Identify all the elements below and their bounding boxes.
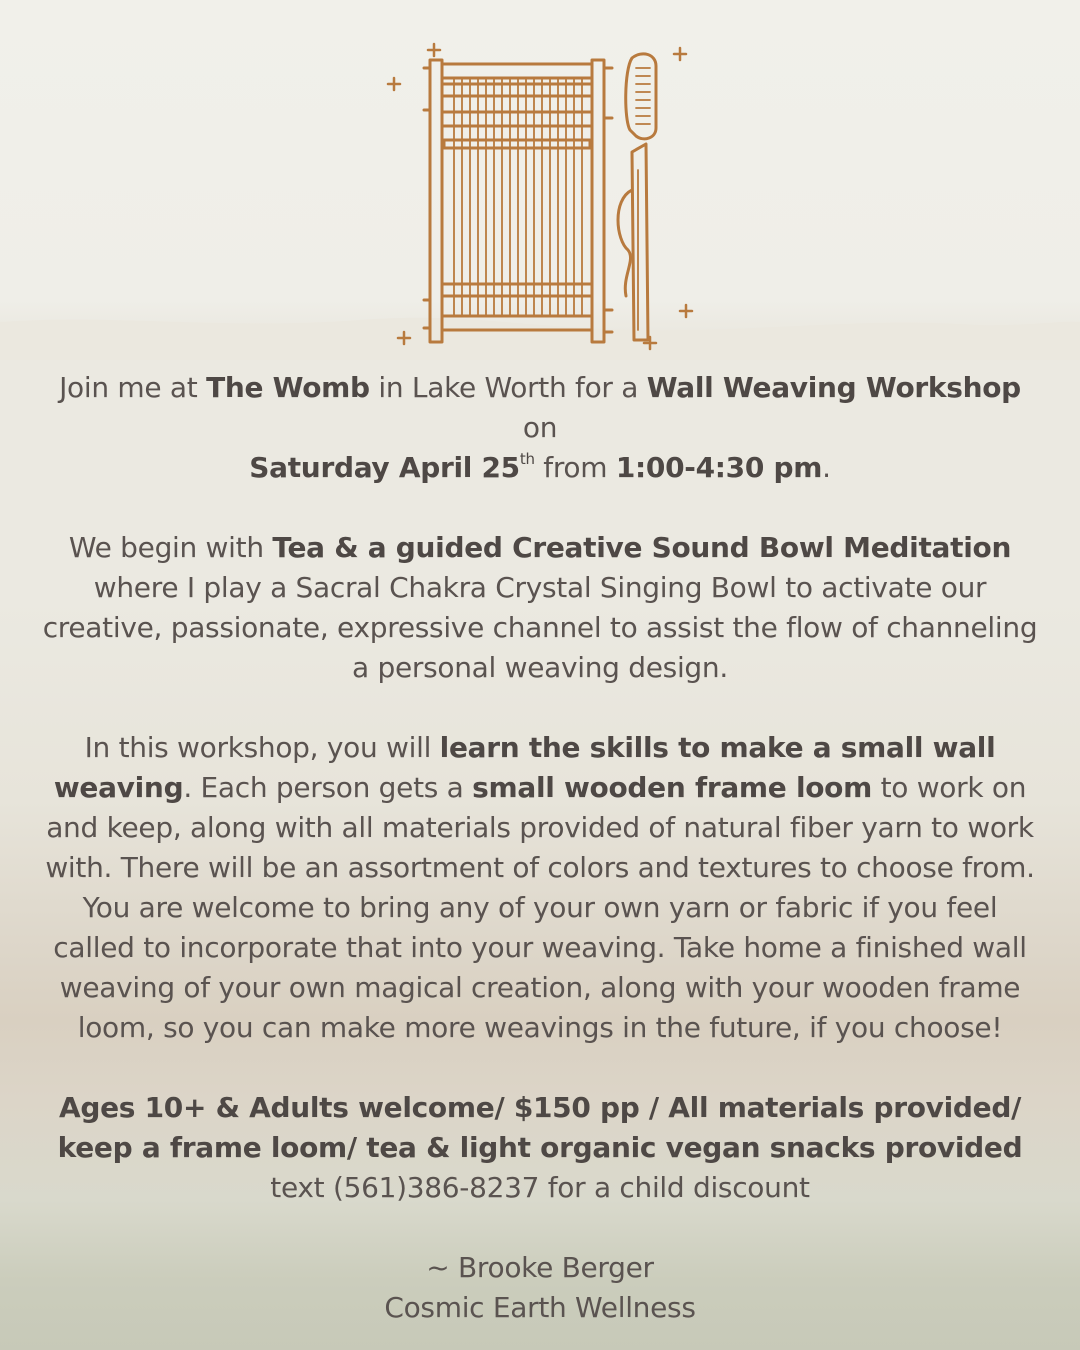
workshop-text: In this workshop, you will <box>84 731 440 764</box>
intro-text: on <box>522 411 558 444</box>
intro-text: from <box>534 451 616 484</box>
signature <box>40 1248 1040 1328</box>
venue-name: The Womb <box>206 371 370 404</box>
details-paragraph <box>40 1088 1040 1208</box>
meditation-paragraph <box>40 528 1040 688</box>
meditation-text: We begin with <box>68 531 273 564</box>
intro-text: . <box>822 451 831 484</box>
signature-name: ~ Brooke Berger <box>426 1251 654 1284</box>
frame-loom-icon <box>380 40 700 355</box>
workshop-highlight: small wooden frame loom <box>472 771 872 804</box>
workshop-text: . Each person gets a <box>183 771 473 804</box>
event-name: Wall Weaving Workshop <box>646 371 1021 404</box>
event-date-text: Saturday April 25 <box>249 451 520 484</box>
meditation-text: where I play a Sacral Chakra Crystal Singing Bowl to activate our creative, passionate, expressive channel to assist the flow of channeling a personal weaving design. <box>42 571 1038 684</box>
event-date <box>249 451 534 484</box>
workshop-highlight: learn the skills to make a small wall weaving <box>53 731 996 804</box>
event-description <box>40 368 1040 1328</box>
workshop-text: to work on and keep, along with all materials provided of natural fiber yarn to work with. There will be an assortment of colors and textures to choose from. You are welcome to bring any of your own yarn or fabric if you feel called to incorporate that into your weaving. Take home a finished wall weaving of your own magical creation, along with your wooden frame loom, so you can make more weavings in the future, if you choose! <box>45 771 1035 1044</box>
workshop-paragraph <box>40 728 1040 1048</box>
date-ordinal: th <box>519 450 535 468</box>
intro-text: Join me at <box>59 371 207 404</box>
event-time: 1:00-4:30 pm <box>615 451 823 484</box>
business-name: Cosmic Earth Wellness <box>384 1291 696 1324</box>
contact-line: text (561)386-8237 for a child discount <box>270 1171 810 1204</box>
intro-paragraph <box>40 368 1040 488</box>
meditation-highlight: Tea & a guided Creative Sound Bowl Meditation <box>272 531 1012 564</box>
pricing-line: Ages 10+ & Adults welcome/ $150 pp / All materials provided/ <box>58 1091 1022 1124</box>
intro-text: in Lake Worth for a <box>369 371 647 404</box>
included-line: keep a frame loom/ tea & light organic vegan snacks provided <box>57 1131 1023 1164</box>
